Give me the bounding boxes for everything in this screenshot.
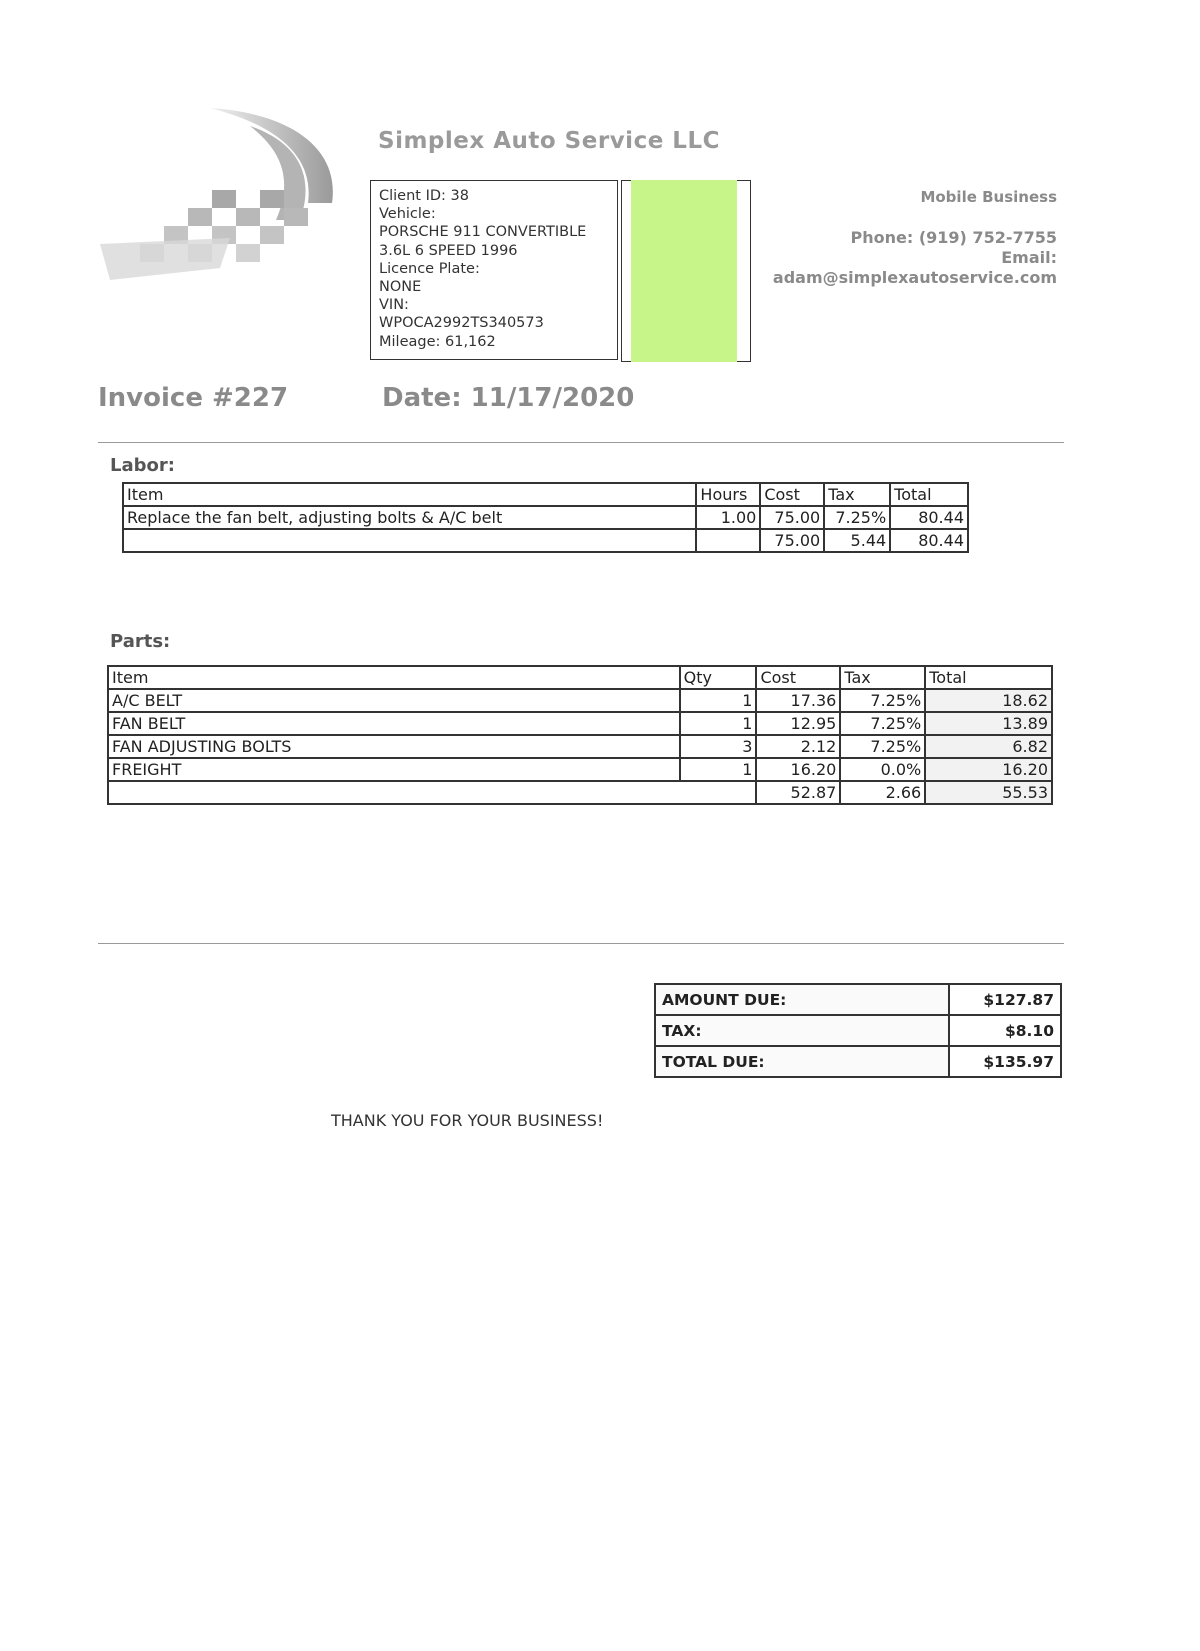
labor-tax: 7.25% (824, 506, 890, 529)
parts-title: Parts: (110, 631, 171, 652)
total-due-row (655, 1046, 1061, 1077)
labor-cost: 75.00 (760, 506, 824, 529)
part-cost: 12.95 (756, 712, 840, 735)
column-header: Item (123, 483, 696, 506)
empty-cell (108, 781, 756, 804)
part-cost: 17.36 (756, 689, 840, 712)
parts-subtotal-tax: 2.66 (840, 781, 925, 804)
subtotal-row (123, 529, 968, 552)
table-header-row (108, 666, 1052, 689)
table-row (108, 689, 1052, 712)
plate-value: NONE (379, 279, 422, 296)
part-cost: 2.12 (756, 735, 840, 758)
part-qty: 3 (680, 735, 757, 758)
part-item: FREIGHT (108, 758, 680, 781)
column-header: Tax (840, 666, 925, 689)
subtotal-row (108, 781, 1052, 804)
total-due-value: $135.97 (949, 1046, 1061, 1077)
part-tax: 7.25% (840, 735, 925, 758)
parts-subtotal-total: 55.53 (925, 781, 1052, 804)
totals-table (654, 983, 1062, 1078)
part-qty: 1 (680, 712, 757, 735)
vin-label: VIN: (379, 297, 409, 314)
table-row (108, 712, 1052, 735)
company-name: Simplex Auto Service LLC (378, 128, 720, 154)
labor-subtotal-tax: 5.44 (824, 529, 890, 552)
invoice-date: Date: 11/17/2020 (382, 383, 635, 413)
tax-value: $8.10 (949, 1015, 1061, 1046)
mileage: Mileage: 61,162 (379, 333, 496, 350)
vehicle-label: Vehicle: (379, 206, 436, 223)
parts-table (107, 665, 1053, 805)
redaction-block (631, 180, 737, 362)
column-header: Total (890, 483, 968, 506)
amount-due-label: AMOUNT DUE: (655, 984, 949, 1015)
total-due-label: TOTAL DUE: (655, 1046, 949, 1077)
labor-table (122, 482, 969, 553)
vin-value: WPOCA2992TS340573 (379, 315, 544, 332)
column-header: Cost (756, 666, 840, 689)
empty-cell (123, 529, 696, 552)
column-header: Total (925, 666, 1052, 689)
labor-total: 80.44 (890, 506, 968, 529)
vehicle-spec: 3.6L 6 SPEED 1996 (379, 242, 518, 259)
part-total: 6.82 (925, 735, 1052, 758)
labor-hours: 1.00 (696, 506, 760, 529)
table-row (108, 735, 1052, 758)
column-header: Item (108, 666, 680, 689)
part-tax: 0.0% (840, 758, 925, 781)
part-total: 18.62 (925, 689, 1052, 712)
part-item: FAN ADJUSTING BOLTS (108, 735, 680, 758)
part-tax: 7.25% (840, 689, 925, 712)
tax-row (655, 1015, 1061, 1046)
labor-item: Replace the fan belt, adjusting bolts & A/C belt (123, 506, 696, 529)
labor-subtotal-cost: 75.00 (760, 529, 824, 552)
column-header: Cost (760, 483, 824, 506)
parts-subtotal-cost: 52.87 (756, 781, 840, 804)
divider (98, 442, 1064, 443)
tax-label: TAX: (655, 1015, 949, 1046)
labor-title: Labor: (110, 455, 175, 476)
plate-label: Licence Plate: (379, 260, 480, 277)
table-row (123, 506, 968, 529)
part-total: 13.89 (925, 712, 1052, 735)
client-info-box (370, 180, 618, 360)
labor-subtotal-total: 80.44 (890, 529, 968, 552)
company-logo (100, 108, 355, 288)
email-label: Email: (1001, 248, 1057, 267)
company-email: adam@simplexautoservice.com (772, 268, 1057, 287)
part-qty: 1 (680, 758, 757, 781)
column-header: Tax (824, 483, 890, 506)
company-phone: Phone: (919) 752-7755 (850, 228, 1057, 247)
part-tax: 7.25% (840, 712, 925, 735)
divider (98, 943, 1064, 944)
table-header-row (123, 483, 968, 506)
column-header: Qty (680, 666, 757, 689)
part-qty: 1 (680, 689, 757, 712)
thank-you-message: THANK YOU FOR YOUR BUSINESS! (331, 1111, 604, 1130)
part-item: FAN BELT (108, 712, 680, 735)
amount-due-row (655, 984, 1061, 1015)
mobile-business-label: Mobile Business (920, 188, 1057, 206)
column-header: Hours (696, 483, 760, 506)
invoice-number: Invoice #227 (98, 383, 289, 413)
amount-due-value: $127.87 (949, 984, 1061, 1015)
table-row (108, 758, 1052, 781)
client-id: Client ID: 38 (379, 188, 469, 204)
part-cost: 16.20 (756, 758, 840, 781)
part-total: 16.20 (925, 758, 1052, 781)
vehicle-model: PORSCHE 911 CONVERTIBLE (379, 224, 587, 241)
part-item: A/C BELT (108, 689, 680, 712)
empty-cell (696, 529, 760, 552)
